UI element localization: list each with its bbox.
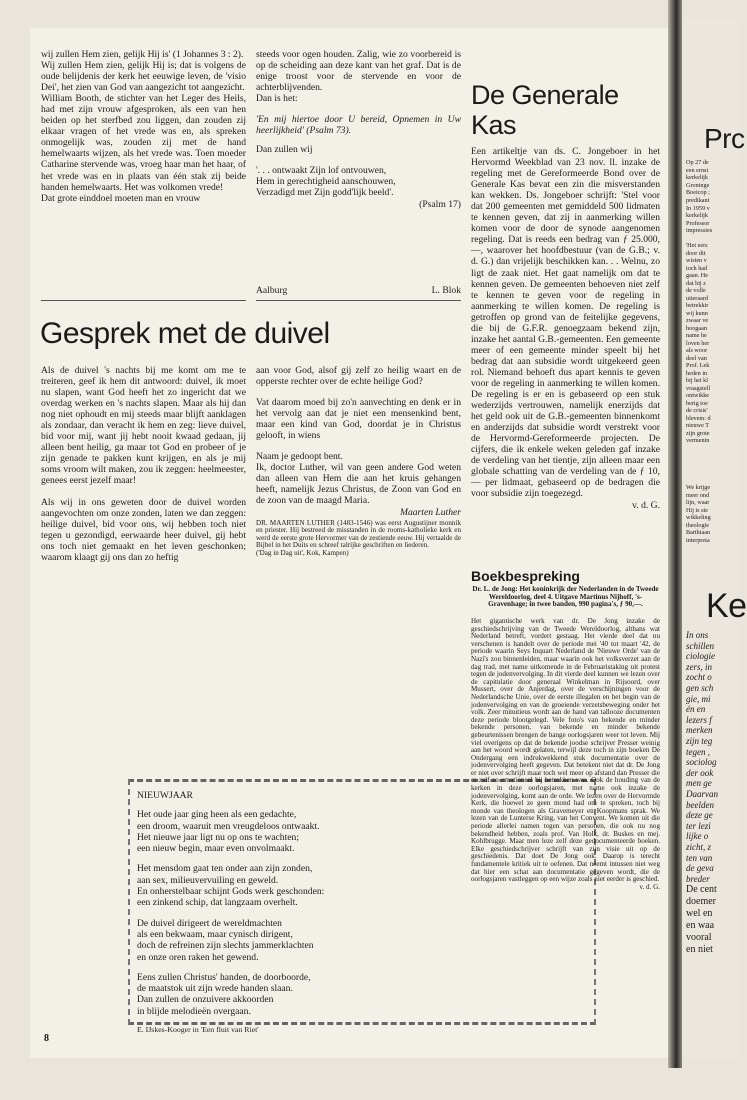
right-page-line: wel en bbox=[686, 908, 713, 919]
poem-line: een zinkend schip, dat langzaam overhelt. bbox=[137, 897, 298, 909]
signature: v. d. G. bbox=[639, 882, 660, 891]
verse-reference: (Psalm 17) bbox=[419, 198, 461, 210]
paragraph: Dat grote einddoel moeten man en vrouw bbox=[41, 192, 201, 204]
right-page-line: beelden bbox=[686, 799, 714, 810]
paragraph: Naam je gedoopt bent. bbox=[256, 451, 343, 463]
paragraph: steeds voor ogen houden. Zalig, wie zo voorbereid is op de scheiding aan deze kant van het graf. Dat is de enige troost voor de stervende en voor de achterblijvenden. bbox=[256, 49, 461, 94]
right-page-line: als woor bbox=[686, 347, 708, 354]
right-page-line: betrekkir bbox=[686, 302, 709, 309]
right-page-line: zocht o bbox=[686, 672, 712, 683]
article-continuation-col2 bbox=[256, 49, 461, 210]
poem-line: en onze oren raken het gewend. bbox=[137, 951, 259, 963]
right-page-line: zers, in bbox=[686, 661, 713, 672]
paragraph: Ik, doctor Luther, wil van geen andere God weten dan alleen van Hem die aan het kruis gehangen heeft, namelijk Jezus Christus, de Zoon van God en de zoon van de maagd Maria. bbox=[256, 462, 461, 507]
right-page-line: ontwikke bbox=[686, 392, 710, 399]
poem-line: Het nieuwe jaar ligt nu op ons te wachten; bbox=[137, 831, 299, 843]
right-page-line: Barthiaan bbox=[686, 529, 711, 536]
poem-line: als een bekwaam, maar cynisch dirigent, bbox=[137, 928, 293, 940]
right-page bbox=[682, 18, 747, 1058]
right-page-line: lezers f bbox=[686, 714, 712, 725]
right-page-line: der ook bbox=[686, 767, 714, 778]
right-page-line: heden in bbox=[686, 369, 708, 377]
right-page-line: blevem: d bbox=[686, 414, 711, 422]
divider bbox=[41, 300, 246, 301]
right-page-line: merken bbox=[686, 725, 713, 736]
right-page-line: impressies bbox=[686, 227, 713, 235]
right-page-line: De cent bbox=[686, 884, 717, 895]
page-gutter bbox=[668, 0, 682, 1068]
boekbespreking-title: Boekbespreking bbox=[471, 568, 580, 584]
paragraph: Wij zullen Hem zien, gelijk Hij is; dat is volgens de oude belijdenis der kerk het eeuwige leven, de 'visio Dei', het zien van God van aangezicht tot aangezicht. bbox=[41, 60, 246, 94]
poem-line: Eens zullen Christus' handen, de doorboorde, bbox=[137, 971, 311, 983]
right-page-line: uiteraard bbox=[686, 294, 708, 302]
place-name: Aalburg bbox=[256, 285, 288, 296]
right-page-line: vermenin bbox=[686, 437, 710, 444]
paragraph: Als de duivel 's nachts bij me komt om me te treiteren, geef ik hem dit antwoord: duivel, ik moet nu slapen, want God heeft het zo ingericht dat we overdag werken en 's nachts slapen. Maar als hij dan nog niet ophoudt en mij steeds maar blijft aanklagen als zondaar, dan veracht ik hem en zeg: lieve duivel, bid voor mij, want jij hebt nooit kwaad gedaan, jij alleen bent heilig, ga maar tot God en probeer of je zijn genade te pakken kunt krijgen, en als je mij soms vroom wilt maken, zou ik zeggen: heelmeester, genees eerst jezelf maar! bbox=[41, 365, 246, 487]
right-page-line: kerkelijk bbox=[686, 174, 708, 182]
right-page-line: Prof. Lek bbox=[686, 362, 710, 369]
right-page-line: ter lezi bbox=[686, 820, 711, 831]
poem-stanza bbox=[137, 863, 467, 908]
poem-title: NIEUWJAAR bbox=[137, 790, 193, 801]
author-bio: DR. MAARTEN LUTHER (1483-1546) was eerst Augustijner monnik en priester. Hij bestreed de misstanden in de rooms-katholieke kerk en werd de eerste grote Hervormer van de zestiende eeuw. Hij vertaalde de Bijbel in het Duits en schreef talrijke geschriften en liederen. bbox=[256, 518, 461, 550]
title-line: Kas bbox=[471, 110, 517, 140]
right-page-line: ten van bbox=[686, 852, 713, 863]
right-page-line: nieuwe T bbox=[686, 422, 710, 429]
right-title-top: Prc bbox=[704, 123, 745, 154]
right-page-line: toch had bbox=[686, 264, 708, 272]
right-page-line: men ge bbox=[686, 778, 712, 789]
right-page-line: hoogaan bbox=[686, 324, 707, 332]
right-page-line: en waa bbox=[686, 920, 715, 931]
verse-line: '. . . ontwaakt Zijn lof ontvouwen, bbox=[256, 165, 387, 177]
right-page-line: vooral bbox=[686, 932, 712, 943]
poem-line: aan sex, milieuvervuiling en geweld. bbox=[137, 874, 279, 886]
right-page-line: wisten v bbox=[686, 257, 707, 264]
right-page-line: Op 27 de bbox=[686, 159, 709, 166]
right-page-line: theologie bbox=[686, 521, 710, 529]
poem-stanza bbox=[137, 972, 467, 1017]
right-page-line: door dit bbox=[686, 249, 706, 257]
paragraph: William Booth, de stichter van het Leger des Heils, had met zijn vrouw afgesproken, als een van hen beiden op het sterfbed zou liggen, dan zouden zij elkaar vragen of het vrede was en, als spreken onmogelijk was, zouden zij met de hand hemelwaarts wijzen, als het vrede was. Toen moeder Catharine stervende was, vroeg haar man het haar, of het vrede was en in plaats van één stak zij beide handen hemelwaarts. Het was volkomen vrede! bbox=[41, 93, 246, 193]
right-page-line: bij het kl bbox=[686, 377, 708, 384]
right-page-line: loven her bbox=[686, 339, 710, 347]
quote: 'En mij hiertoe door U bereid, Opnemen in Uw heerlijkheid' (Psalm 73). bbox=[256, 114, 461, 137]
right-page-line: In 1959 v bbox=[686, 204, 710, 212]
paragraph: Dan is het: bbox=[256, 93, 298, 105]
right-page-line: ciologie bbox=[686, 651, 715, 662]
paragraph: Het gigantische werk van dr. De Jong inzake de geschiedschrijving van de Tweede Wereldoorlog, althans wat Nederland betreft, vordert gestaag. Het vierde deel dat nu verschenen is handelt over de periode mei '40 tot maart '42, de periode waarin Seys Inquart Nederland de 'Nieuwe Orde' van de Nazi's zou binnenleiden, maar waarin ook het volksverzet aan de dag trad, met name uitkomende in de Februaristaking uit protest tegen de jodenvervolging. In dit vierde deel kunnen we lezen over de capitulatie door generaal Winkelman in Rijsoord, over Mussert, over de Anjerdag, over de verschijningen voor de Nederlandsche Unie, over de eerste illegalen en het begin van de jodenvervolging en van de groeiende verzetsbeweging onder het volk. Zeer minutieus wordt aan de hand van tallooze documenten deze periode blootgelegd. Vele foto's van bekende en minder bekende personen, van bekende en minder bekende gebeurtenissen brengen de bange oorlogsjaren weer tot leven. Mij viel overigens op dat de bekende joodse schrijver Presser weinig aan het woord wordt gelaten, terwijl deze toch in zijn boeken De Ondergang een indrukwekkend stuk documentatie over de jodenvervolging heeft gegeven. Dat betekent niet dat dr. De Jong er niet over schrijft maar toch wel meer op afstand dan Presser die er zelf zo emotioneel bij betrokken was. Ook de houding van de kerken in deze oorlogsjaren, met name ook inzake de jodenvervolging, komt aan de orde. We lezen over de Hervormde Kerk, die hoewel ze geen mond had om te spreken, toch bij monde van theologen als Gravemeyer en Koopmans sprak. We lezen van de Lunterse Kring, van het Convent. We komen uit die periode allerlei namen tegen van personen, die ook nu nog bekendheid hebben, zoals prof. Van Holk, dr. Buskes en mej. Kohlbrugge. Maar men leze zelf deze gedocumenteerde boeken. Elke geschiedschrijver schrijft van zijn visie uit op de geschiedenis. Dat doet De Jong ook. Daarop is terecht fundamentele kritiek uit te oefenen. Dat neemt intussen niet weg dat hier een schat aan documentatie gegeven wordt, die de oorlogsjaren vastleggen op een wijze zoals niet eerder is geschied. bbox=[471, 617, 660, 884]
paragraph: Als wij in ons geweten door de duivel worden aangevochten om onze zonden, laten we dan zeggen: heilige duivel, bid voor ons, wij hebben toch niet tegen u gezondigd, eerwaarde heer duivel, gij hebt ons toch niet gemaakt en het leven geschonken; waarom klaagt gij ons dan zo heftig bbox=[41, 496, 246, 563]
right-page-line: Professor bbox=[686, 219, 710, 227]
right-page-line: wij kunn bbox=[686, 309, 708, 317]
right-page-line: zicht, z bbox=[686, 842, 712, 852]
right-page-line: We krijge bbox=[686, 484, 711, 491]
right-page-line: vraagstell bbox=[686, 384, 711, 392]
verse-line: Hem in gerechtigheid aanschouwen, bbox=[256, 176, 396, 188]
boekbespreking-body bbox=[471, 618, 660, 891]
poem-stanza bbox=[137, 918, 467, 963]
right-page-line: In ons bbox=[686, 630, 709, 640]
generale-kas-body bbox=[471, 146, 660, 511]
right-page-line: doemer bbox=[686, 896, 716, 907]
verse-line: Verzadigd met Zijn godd'lijk beeld'. bbox=[256, 187, 394, 199]
right-page-line: breder bbox=[686, 873, 710, 884]
right-page-line: tegen , bbox=[686, 746, 710, 757]
paragraph: Een artikeltje van ds. C. Jongeboer in het Hervormd Weekblad van 23 nov. ll. inzake de regeling met de Gereformeerde Bond over de Generale Kas bevat een zin die misverstanden kan wekken. Ds. Jongeboer schrijft: 'Stel voor dat 200 gemeenten met gemiddeld 500 lidmaten te kennen geven, dat zij in aanmerking willen komen voor de door de synode aangenomen regeling. Dat is reeds een bedrag van ƒ 25.000,—, waarover het hoofdbestuur (van de G.B.; v. d. G.) dan vrijelijk beschikken kan. . . Welnu, zo ligt de zaak niet. Het gaat namelijk om dat te kennen geven. De gemeenten behoeven niet zelf te kennen te geven voor de regeling in aanmerking te willen komen. De regeling is getroffen op grond van de feitelijke gegevens, die bij de G.F.R. genoegzaam bekend zijn, inzake het aantal G.B.-gemeenten. Een gemeente meer of een gemeente minder speelt bij het bedrag dat aan subsidie wordt uitgekeerd geen rol. Niemand behoeft dus apart kennis te geven voor de regeling in aanmerking te willen komen. De regeling is er en is gebaseerd op een stuk wederzijds vertrouwen, namelijk enerzijds dat het geld ook uit de G.B.-gemeenten binnenkomt en anderzijds dat subsidie wordt verstrekt voor de Hervormd-Gereformeerde projecten. De cijfers, die ik enkele weken geleden gaf inzake de verdeling van het tientje, zijn alleen maar een globale schatting van de verdeling van de ƒ 10,— per lidmaat, gebaseerd op de bedragen die voor subsidie zijn toegezegd. bbox=[471, 146, 660, 500]
right-title-bottom: Ke bbox=[706, 587, 747, 625]
generale-kas-title bbox=[471, 80, 619, 140]
paragraph: aan voor God, alsof gij zelf zo heilig waart en de opperste rechter over de echte heilige God? bbox=[256, 365, 461, 388]
article-continuation-col1 bbox=[41, 49, 246, 204]
gesprek-title: Gesprek met de duivel bbox=[40, 317, 330, 350]
right-page-line: dat hij z bbox=[686, 279, 706, 287]
right-page-line: sociolog bbox=[686, 757, 717, 768]
right-page-line: meer ond bbox=[686, 491, 710, 499]
right-page-line: Boeicop ; bbox=[686, 189, 710, 197]
right-page-line: de crisis' bbox=[686, 407, 708, 414]
author-name: Maarten Luther bbox=[399, 506, 461, 518]
right-page-line: de geva bbox=[686, 863, 714, 874]
right-page-line: zwaar ve bbox=[686, 317, 709, 324]
gesprek-col1 bbox=[41, 365, 246, 563]
right-page-line: gie, mi bbox=[686, 693, 711, 704]
right-page-line: zijn grote bbox=[686, 429, 710, 437]
paragraph: wij zullen Hem zien, gelijk Hij is' (1 Johannes 3 : 2). bbox=[41, 49, 244, 60]
poem-line: Het oude jaar ging heen als een gedachte, bbox=[137, 809, 297, 821]
poem-line: een nieuw begin, maar even onvolmaakt. bbox=[137, 843, 295, 855]
right-page-line: name he bbox=[686, 332, 707, 339]
divider bbox=[256, 300, 461, 301]
right-page-line: interpreta bbox=[686, 536, 710, 544]
right-page-line: 'Het eers bbox=[686, 242, 708, 249]
right-page-line: berig toe bbox=[686, 399, 708, 407]
right-page-line: kerkelijk bbox=[686, 212, 708, 220]
poem-line: de maatstok uit zijn wrede handen slaan. bbox=[137, 983, 293, 995]
right-page-line: deel van bbox=[686, 354, 707, 362]
page-number: 8 bbox=[44, 1033, 49, 1044]
right-page-line: Hij is ste bbox=[686, 506, 709, 514]
poem-line: Het mensdom gaat ten onder aan zijn zonden, bbox=[137, 863, 313, 875]
right-page-line: zijn teg bbox=[686, 736, 713, 746]
right-page-line: wikkeling bbox=[686, 514, 711, 521]
right-page-line: een ernst bbox=[686, 166, 709, 174]
right-page-line: predikant bbox=[686, 197, 710, 204]
right-page-line: lijn, waar bbox=[686, 499, 710, 506]
poem-credit: E. IJskes-Kooger in 'Een fluit van Riet' bbox=[137, 1025, 259, 1035]
poem-stanzas bbox=[137, 809, 467, 1017]
source: ('Dag in Dag uit', Kok, Kampen) bbox=[256, 548, 349, 557]
right-page-line: lijke o bbox=[686, 831, 709, 842]
paragraph: Dan zullen wij bbox=[256, 144, 313, 156]
poem-line: in blijde melodieën overgaan. bbox=[137, 1005, 251, 1017]
poem-nieuwjaar bbox=[137, 790, 467, 1100]
right-page-line: schillen bbox=[686, 640, 714, 651]
right-page-line: deze ge bbox=[686, 810, 713, 821]
paragraph: Vat daarom moed bij zo'n aanvechting en denk er in het vervolg aan dat je niet een mensenkind bent, maar een kind van God, doordat je in Christus gelooft, in wiens bbox=[256, 397, 461, 442]
poem-line: doch de refreinen zijn slechts jammerklachten bbox=[137, 940, 314, 952]
right-page-line: gaan. He bbox=[686, 272, 708, 279]
poem-line: De duivel dirigeert de wereldmachten bbox=[137, 917, 282, 929]
poem-stanza bbox=[137, 809, 467, 854]
right-page-line: gen sch bbox=[686, 683, 714, 693]
gesprek-col2 bbox=[256, 365, 461, 558]
author-name: L. Blok bbox=[431, 285, 461, 296]
book-subtitle: Dr. L. de Jong: Het koninkrijk der Nederlanden in de Tweede Wereldoorlog, deel 4. Uitgave Martinus Nijhoff, 's-Gravenhage; in twee banden, 990 pagina's, ƒ 90,—. bbox=[472, 585, 659, 609]
poem-line: En onherstelbaar schijnt Gods werk geschonden: bbox=[137, 886, 325, 898]
right-page-line: Daarvan bbox=[686, 789, 718, 799]
right-page-line: én en bbox=[686, 704, 706, 715]
poem-line: Dan zullen de onzuivere akkoorden bbox=[137, 994, 274, 1006]
right-page-line: Groninge bbox=[686, 181, 710, 189]
right-page-line: en niet bbox=[686, 944, 713, 955]
poem-line: een droom, waaruit men vreugdeloos ontwaakt. bbox=[137, 820, 320, 832]
signature: v. d. G. bbox=[632, 499, 660, 511]
right-page-line: de volle bbox=[686, 287, 706, 294]
title-line: De Generale bbox=[471, 80, 619, 110]
